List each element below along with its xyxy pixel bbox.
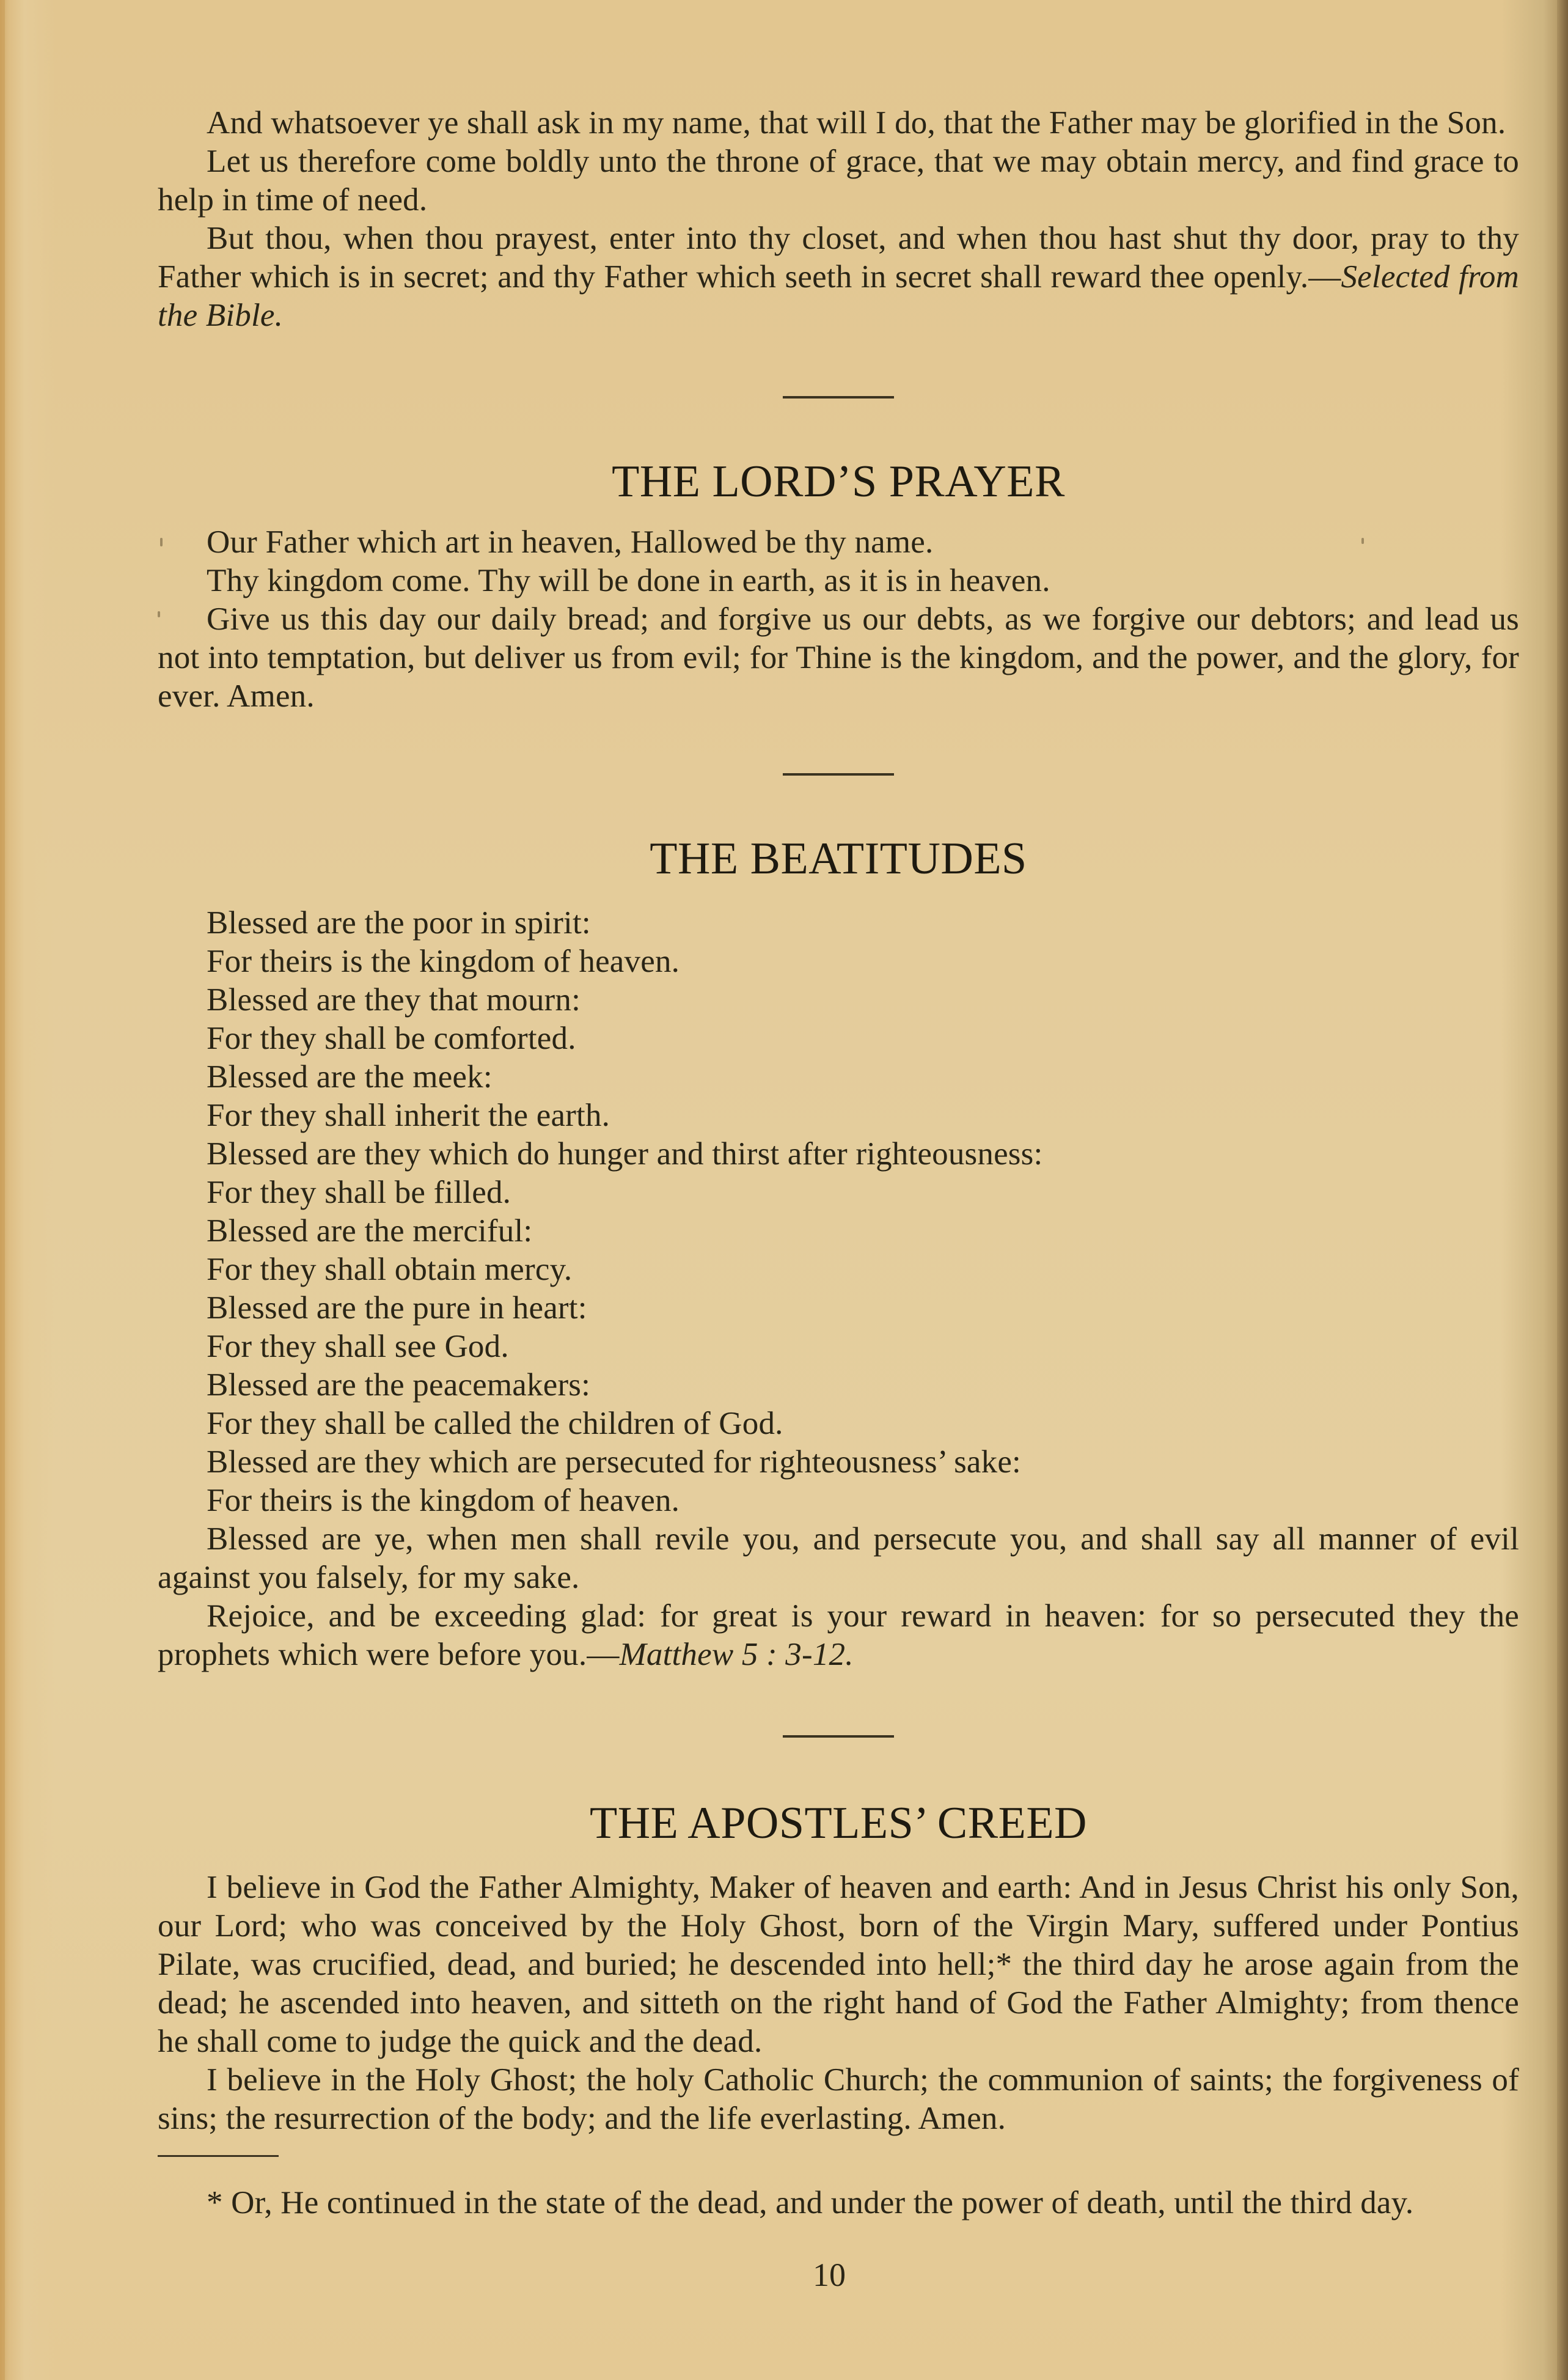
- beatitude-paragraph: [158, 1597, 1519, 1674]
- section-heading: THE LORD’S PRAYER: [612, 457, 1065, 507]
- footnote: [158, 2184, 1519, 2222]
- footnote-divider: [158, 2155, 279, 2157]
- beatitude-line: For theirs is the kingdom of heaven.: [207, 944, 680, 979]
- citation: Matthew 5 : 3-12.: [619, 1637, 854, 1672]
- intro-paragraph: [158, 219, 1519, 335]
- creed-paragraph: I believe in the Holy Ghost; the holy Catholic Church; the communion of saints; the forgiveness of sins; the resurrection of the body; and the life everlasting. Amen.: [158, 2062, 1519, 2136]
- beatitude-line: Blessed are the meek:: [207, 1059, 493, 1095]
- page-content: [158, 104, 1519, 2293]
- intro-paragraph: Let us therefore come boldly unto the throne of grace, that we may obtain mercy, and find grace to help in time of need.: [158, 144, 1519, 218]
- beatitude-line: For they shall see God.: [207, 1329, 509, 1364]
- beatitudes-section: [158, 834, 1519, 1674]
- intro-passage: [158, 104, 1519, 335]
- beatitude-line: For they shall obtain mercy.: [207, 1252, 573, 1287]
- prayer-line: Give us this day our daily bread; and forgive us our debts, as we forgive our debtors; and lead us not into temptation, but deliver us from evil; for Thine is the kingdom, and the power, and the glory, for ever. Amen.: [158, 601, 1519, 714]
- section-heading: THE BEATITUDES: [650, 834, 1027, 884]
- citation: Selected from the Bible.: [158, 259, 1519, 333]
- lords-prayer-section: [158, 457, 1519, 716]
- beatitude-paragraph-text: Rejoice, and be exceeding glad: for great is your reward in heaven: for so persecuted they the prophets which were before you.—: [158, 1598, 1519, 1672]
- section-heading: THE APOSTLES’ CREED: [590, 1798, 1087, 1848]
- creed-paragraph: I believe in God the Father Almighty, Maker of heaven and earth: And in Jesus Christ his only Son, our Lord; who was conceived by the Holy Ghost, born of the Virgin Mary, suffered under Pontius Pilate, was crucified, dead, and buried; he descended into hell;* the third day he arose again from the dead; he ascended into heaven, and sitteth on the right hand of God the Father Almighty; from thence he shall come to judge the quick and the dead.: [158, 1870, 1519, 2059]
- beatitude-line: Blessed are they which are persecuted for righteousness’ sake:: [207, 1444, 1021, 1480]
- footnote-text: Or, He continued in the state of the dead, and under the power of death, until the third day.: [231, 2185, 1414, 2220]
- page-left-edge: [0, 0, 5, 2380]
- paper-speck: [1361, 538, 1364, 544]
- paper-speck: [160, 538, 163, 546]
- beatitude-line: Blessed are the poor in spirit:: [207, 905, 591, 941]
- beatitude-line: For theirs is the kingdom of heaven.: [207, 1483, 680, 1518]
- paper-speck: [158, 611, 160, 617]
- apostles-creed-section: [158, 1799, 1519, 2138]
- page-number: 10: [813, 2257, 846, 2293]
- prayer-line: Thy kingdom come. Thy will be done in earth, as it is in heaven.: [207, 563, 1050, 598]
- prayer-line: Our Father which art in heaven, Hallowed be thy name.: [207, 524, 934, 560]
- beatitude-line: For they shall be filled.: [207, 1175, 511, 1210]
- footnote-marker: *: [207, 2185, 223, 2220]
- beatitude-line: For they shall be comforted.: [207, 1021, 576, 1056]
- page-binding-shadow: [1557, 0, 1568, 2380]
- beatitude-line: Blessed are the pure in heart:: [207, 1290, 587, 1326]
- beatitude-line: For they shall be called the children of God.: [207, 1406, 783, 1441]
- beatitude-line: Blessed are they that mourn:: [207, 982, 581, 1018]
- beatitude-line: For they shall inherit the earth.: [207, 1098, 610, 1133]
- beatitudes-list: [158, 904, 1519, 1520]
- beatitude-line: Blessed are the merciful:: [207, 1213, 533, 1249]
- beatitude-line: Blessed are they which do hunger and thirst after righteousness:: [207, 1136, 1043, 1172]
- intro-paragraph: And whatsoever ye shall ask in my name, that will I do, that the Father may be glorified in the Son.: [207, 105, 1506, 141]
- intro-paragraph-text: But thou, when thou prayest, enter into thy closet, and when thou hast shut thy door, pray to thy Father which is in secret; and thy Father which seeth in secret shall reward thee openly.—: [158, 221, 1519, 295]
- beatitude-paragraph: Blessed are ye, when men shall revile you, and persecute you, and shall say all manner of evil against you falsely, for my sake.: [158, 1521, 1519, 1595]
- beatitude-line: Blessed are the peacemakers:: [207, 1367, 591, 1403]
